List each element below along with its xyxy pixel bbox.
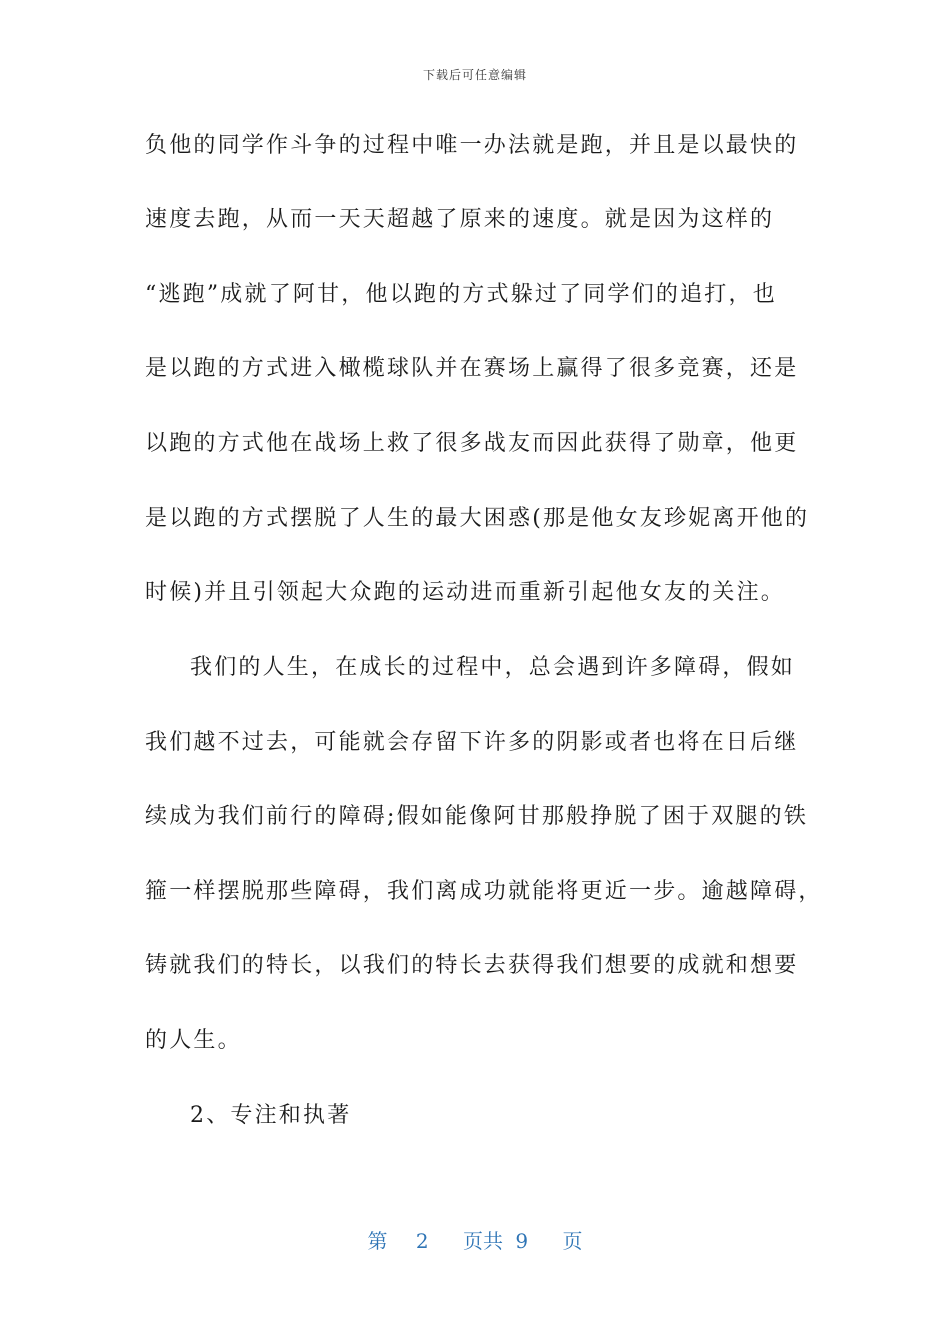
footer-total-pages: 9: [515, 1229, 529, 1253]
paragraph-line: 铸就我们的特长，以我们的特长去获得我们想要的成就和想要: [145, 953, 799, 978]
paragraph-line: 续成为我们前行的障碍;假如能像阿甘那般挣脱了困于双腿的铁: [145, 804, 809, 829]
paragraph-line: “逃跑”成就了阿甘，他以跑的方式躲过了同学们的追打，也: [145, 282, 777, 307]
footer-page-suffix: 页: [562, 1229, 583, 1253]
paragraph-line: 负他的同学作斗争的过程中唯一办法就是跑，并且是以最快的: [145, 133, 799, 158]
section-heading: 2、专注和执著: [190, 1103, 352, 1128]
page-footer: [0, 1225, 950, 1254]
paragraph-line: 时候)并且引领起大众跑的运动进而重新引起他女友的关注。: [145, 580, 785, 605]
footer-page-middle: 页共: [463, 1229, 503, 1253]
paragraph-line: 我们越不过去，可能就会存留下许多的阴影或者也将在日后继: [145, 730, 799, 755]
footer-page-prefix: 第: [367, 1229, 388, 1253]
paragraph-line: 我们的人生，在成长的过程中，总会遇到许多障碍，假如: [190, 655, 796, 680]
paragraph-line: 的人生。: [145, 1028, 242, 1053]
paragraph-line: 以跑的方式他在战场上救了很多战友而因此获得了勋章，他更: [145, 431, 799, 456]
paragraph-line: 是以跑的方式进入橄榄球队并在赛场上赢得了很多竞赛，还是: [145, 356, 799, 381]
paragraph-line: 速度去跑，从而一天天超越了原来的速度。就是因为这样的: [145, 207, 775, 232]
footer-page-number: 2: [415, 1229, 429, 1253]
page-header-note: 下载后可任意编辑: [422, 68, 527, 82]
paragraph-line: 是以跑的方式摆脱了人生的最大困惑(那是他女友珍妮离开他的: [145, 506, 810, 531]
paragraph-line: 箍一样摆脱那些障碍，我们离成功就能将更近一步。逾越障碍，: [145, 879, 823, 904]
